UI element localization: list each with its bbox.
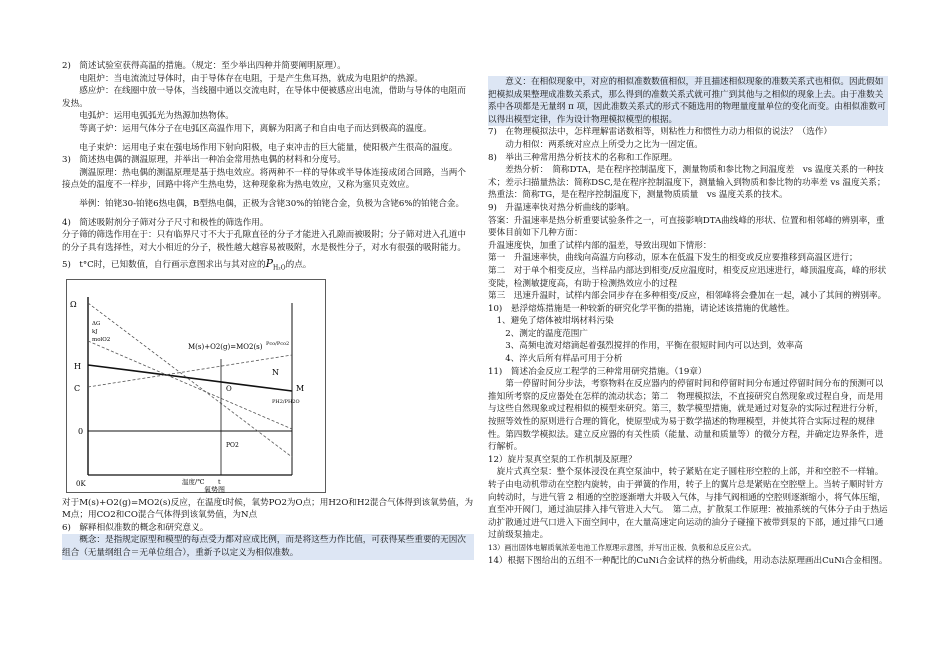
question-3: 3) 简述热电偶的测温原理，并举出一种冶金常用热电偶的材料和分度号。 <box>62 155 346 166</box>
answer-heating-rate-2: 第二 对于单个相变反应，当样品内部达到相变/反应温度时，相变反应迅速进行，峰顶温度高，峰的形状变陡，检测敏捷度高，有助于检测热效应小的过程 <box>488 265 887 289</box>
answer-induction-furnace: 感应炉：在线圈中放一导体，当线圈中通以交流电时，在导体中便被感应出电流，借助与导体的电阻而发热。 <box>62 86 466 109</box>
question-14: 14）根据下图给出的五组不一种配比的CuNi合金试样的热分析曲线，用动态法原理画出CuNi合金相图。 <box>488 555 888 566</box>
left-column <box>62 60 474 560</box>
answer-thermocouple-principle: 测温原理：热电偶的测温原理是基于热电效应。将两种不一样的导体或半导体连接成闭合回路，当两个接点处的温度不一样步，回路中将产生热电势，这种现象称为热电效应，又称为塞贝克效应。 <box>62 167 466 191</box>
answer-reaction-engineering: 第一停留时间分步法，考察物料在反应器内的停留时间和停留时间分布通过停留时间分布的预测可以推知所考察的反应器处在怎样的流动状态；第二 物理模拟法，不直接研究自然现象或过程自身，而是用与这些自然现象或过程相似的模型来研究。第三，数学模型措施，就是通过对复杂的实际过程进行分析，按照等效性的原则进行合理的简化，使原型成为易于数学描述的物理模型，并使其符合实际过程的规律性。第四数学模拟法。建立反应器的有关性质（能量、动量和质量等）的微分方程，并确定边界条件，进行解析。 <box>488 379 884 453</box>
ylabel-2: kJ <box>92 328 98 335</box>
oxygen-potential-diagram <box>66 279 326 493</box>
question-2: 2) 简述试验室获得高温的措施。（规定：至少举出四种并简要阐明原理）。 <box>62 61 346 71</box>
reaction-label: M(s)+O2(g)=MO2(s) <box>188 342 263 351</box>
omega-label: Ω <box>70 299 77 309</box>
answer-electron-beam-furnace: 电子束炉：运用电子束在强电场作用下射向阳极，电子束冲击的巨大能量，使阳极产生很高的温度。 <box>79 142 458 153</box>
m-label: M <box>296 383 305 393</box>
answer-plasma-furnace: 等离子炉：运用气体分子在电弧区高温作用下，离解为阳离子和自由电子而达到极高的温度。 <box>79 123 432 134</box>
figure-caption: 氧势图 <box>204 485 225 493</box>
zero-label: 0 <box>78 426 84 436</box>
question-11: 11) 简述冶金反应工程学的三种常用研究措施。（19章） <box>488 366 707 377</box>
answer-resistance-furnace: 电阻炉：当电流流过导体时，由于导体存在电阻，于是产生焦耳热，就成为电阻炉的热源。 <box>79 73 423 84</box>
answer-heating-rate-3: 第三 迅速升温时，试样内部会同步存在多种相变/反应，相邻峰将会叠加在一起，减小了其间的辨别率。 <box>488 291 887 302</box>
answer-5: 对于M(s)+O2(g)=MO2(s)反应，在温度t时候，氧势PO2为O点；用H2O和H2混合气体得到该氧势值，为M点；用CO2和CO混合气体得到该氧势值，为N点 <box>62 497 474 521</box>
po2-label: PO2 <box>226 441 239 449</box>
answer-levitation-1: 1、避免了熔体被坩埚材料污染 <box>496 316 614 327</box>
t-label: t <box>218 477 221 486</box>
answer-heating-rate-intro: 升温速度快，加重了试样内部的温差，导致出现如下情形： <box>488 240 712 251</box>
answer-rotary-vane-pump: 旋片式真空泵：整个泵体浸没在真空泵油中，转子紧贴在定子圆柱形空腔的上部，并和空腔不一样轴。转子由电动机带动在空腔内旋转，由于弹簧的作用，转子上的翼片总是紧贴在空腔壁上。当转子顺时针方向转动时，与进气管 2 相通的空腔逐渐增大并吸入气体，与排气阀相通的空腔则逐渐缩小，将气体压缩，直至冲开阀门，通过油层排入排气管进入大气。 第二点，扩散泵工作原理：被抽系统的气体分子由于热运动扩散通过进气口进入下面空间中，在大量高速定向运动的油分子碰撞下被带到泵的下部，通过排气口通过前级泵抽走。 <box>488 467 888 541</box>
answer-similarity-significance: 意义：在相似现象中，对应的相似准数数值相似，并且描述相似现象的准数关系式也相似。因此假如把模拟成果整理成准数关系式，那么得到的准数关系式就可推广到其他与之相似的现象上去。由于准数关系中各项都是无量纲 π 项，因此准数关系式的形式不随选用的物理量度量单位的变化而变。由相似准数可以得出模型定律，作为设计物理模拟模型的根据。 <box>488 76 888 126</box>
question-13: 13）画出固体电解质氧浓差电池工作原理示意图，并写出正极、负极和总反应公式。 <box>488 542 756 552</box>
h-label: H <box>74 361 81 371</box>
formula-sub: H₂O <box>273 265 286 273</box>
ok-label: 0K <box>76 479 86 488</box>
question-10: 10) 悬浮熔炼措施是一种较新的研究化学平衡的措施，请论述该措施的优越性。 <box>488 303 795 314</box>
question-9: 9) 升温速率快对热分析曲线的影响。 <box>488 202 635 213</box>
answer-arc-furnace: 电弧炉：运用电弧弧光为热源加热物体。 <box>79 111 234 122</box>
answer-levitation-2: 2、测定的温度范围广 <box>505 328 588 339</box>
question-8: 8) 举出三种常用热分析技术的名称和工作原理。 <box>488 152 678 163</box>
question-5 <box>62 258 474 275</box>
figure-frame <box>67 279 326 492</box>
oxygen-potential-figure <box>66 279 326 493</box>
answer-levitation-4: 4、淬火后所有样品可用于分析 <box>505 354 623 365</box>
question-6: 6) 解释相似准数的概念和研究意义。 <box>62 522 209 533</box>
ph2-label: PH2/PH2O <box>272 398 300 405</box>
answer-heating-rate: 答案：升温速率是热分析重要试验条件之一，可直接影响DTA曲线峰的形状、位置和相邻峰的辨别率，重要体目前如下几种方面： <box>488 215 885 239</box>
pco-label: Pco/Pco2 <box>266 340 290 347</box>
answer-heating-rate-1: 第一 升温速率快，曲线向高温方向移动，原本在低温下发生的相变或反应要推移到高温区进行； <box>488 253 858 264</box>
answer-dynamic-similarity: 动力相似：两系统对应点上所受力之比为一固定值。 <box>505 139 703 150</box>
o-label: O <box>226 384 232 393</box>
question-5-text: 5) t°C时，已知数值，自行画示意图求出与其对应的 <box>62 260 266 271</box>
question-4: 4) 简述吸附剂分子筛对分子尺寸和极性的筛选作用。 <box>62 217 269 228</box>
question-5-end: 的点。 <box>285 260 312 271</box>
formula-p: P <box>265 257 274 271</box>
answer-similarity-concept: 概念：是指规定原型和模型的每点受力都对应成比例，而是将这些力作比值，可获得某些重要的无因次组合（无量纲组合＝无单位组合），重新予以定义为相似准数。 <box>62 534 474 559</box>
xaxis-label: 温度/℃ <box>182 477 205 486</box>
question-7: 7) 在物理模拟法中，怎样理解雷诺数相等，则粘性力和惯性力动力相似的说法？（选作） <box>488 127 832 138</box>
right-column <box>488 76 888 567</box>
question-12: 12）旋片泵真空泵的工作机制及原理？ <box>488 454 637 465</box>
c-label: C <box>74 383 81 393</box>
answer-thermal-analysis: 差热分析： 简称DTA，是在程序控制温度下，测量物质和参比物之间温度差 vs 温度关系的一种技术；差示扫描量热法：简称DSC,是在程序控制温度下，测量输入到物质和参比物的功率差 vs 温度关系； 热重法：简称TG，是在程序控制温度下，测量物质质量 vs 温度关系的技术。 <box>488 165 890 201</box>
ylabel-1: ΔG <box>92 320 101 327</box>
n-label: N <box>272 367 279 377</box>
answer-molecular-sieve: 分子筛的筛选作用在于：只有临界尺寸不大于孔隙直径的分子才能进入孔隙而被吸附；分子筛对进入孔道中的分子具有选择性，对大小相近的分子，极性越大越容易被吸附，水是极性分子，对水有很强的吸附能力。 <box>62 230 466 253</box>
answer-levitation-3: 3、高频电流对熔滴起着强烈搅拌的作用，平衡在很短时间内可以达到，效率高 <box>505 341 803 352</box>
ylabel-3: molO2 <box>92 336 111 343</box>
answer-thermocouple-example: 举例：铂铑30-铂铑6热电偶，B型热电偶，正极为含铑30%的铂铑合金，负极为含铑6%的铂铑合金。 <box>79 198 465 209</box>
